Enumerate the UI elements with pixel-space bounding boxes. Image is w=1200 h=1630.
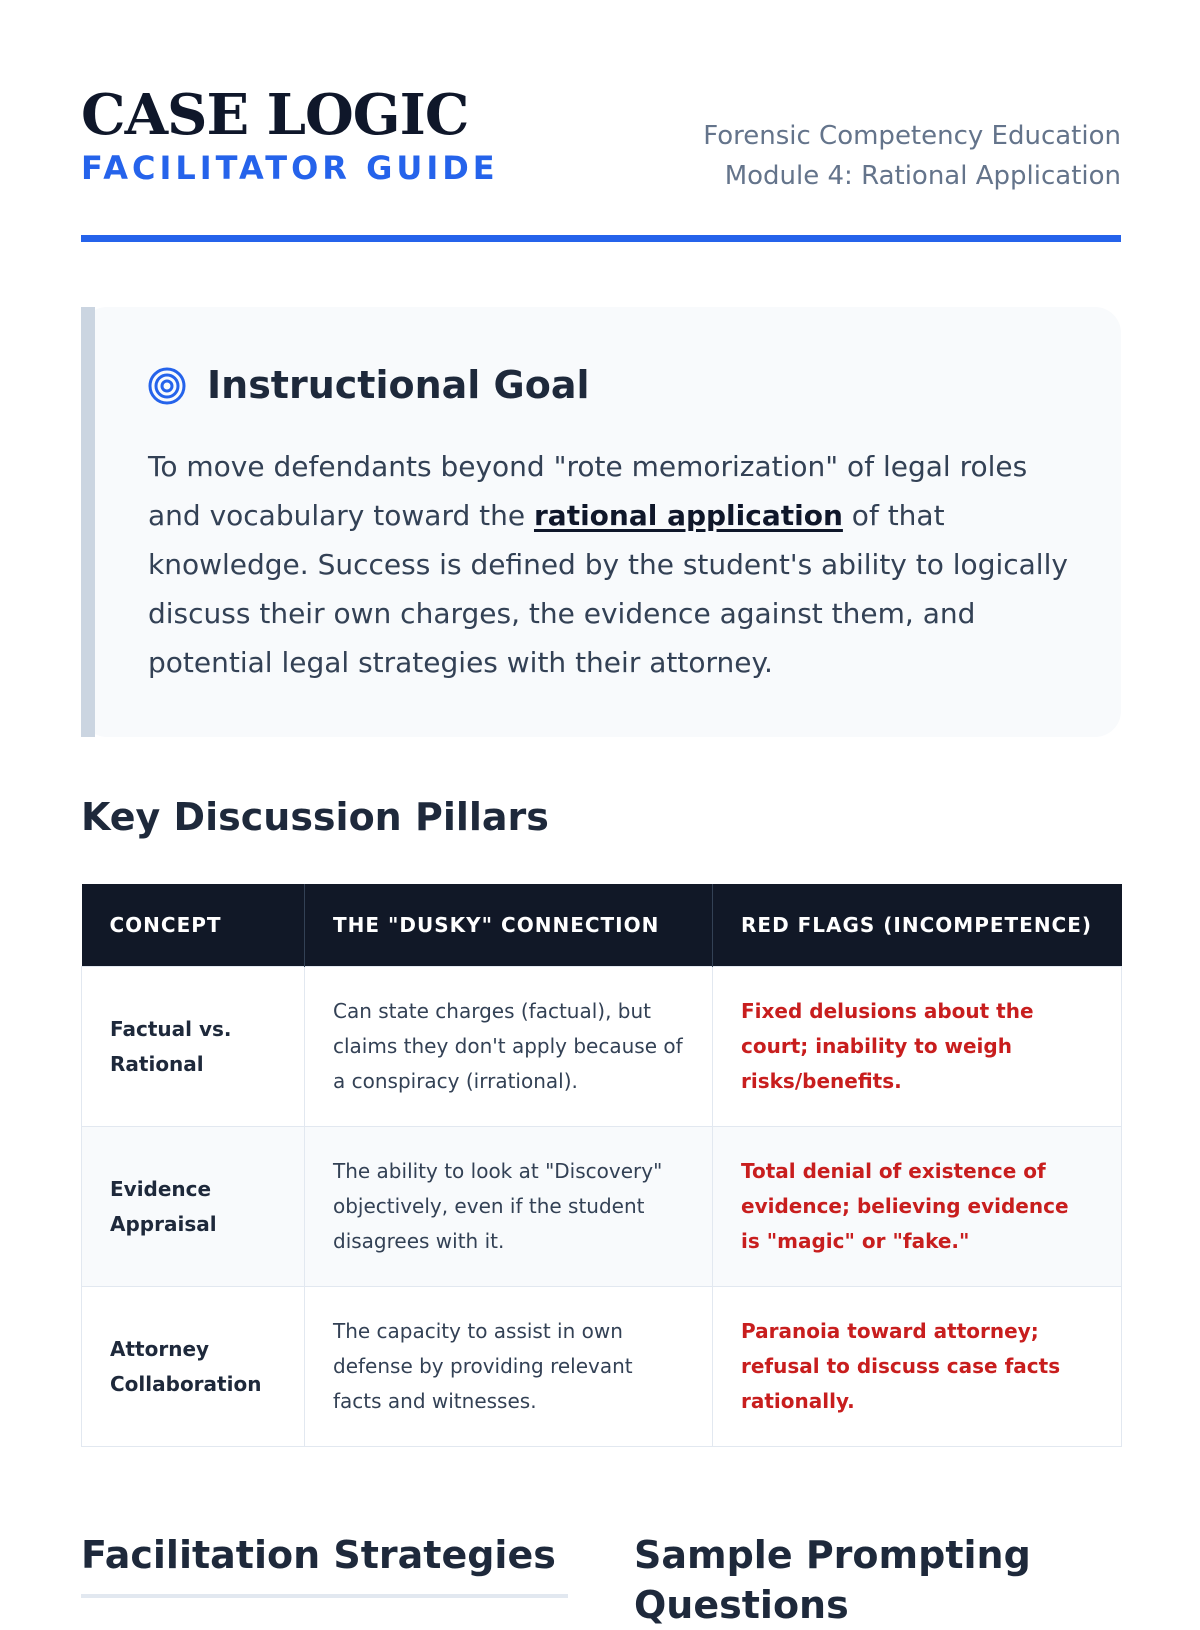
dusky-cell: The capacity to assist in own defense by providing relevant facts and witnesses. bbox=[305, 1287, 713, 1447]
dusky-cell: The ability to look at "Discovery" objectively, even if the student disagrees with it. bbox=[305, 1127, 713, 1287]
guide-header bbox=[81, 82, 1121, 242]
goal-text-emphasis: rational application bbox=[533, 499, 843, 532]
column-header-concept: CONCEPT bbox=[82, 884, 305, 967]
program-name: Forensic Competency Education bbox=[703, 121, 1121, 151]
red-flags-cell: Fixed delusions about the court; inability to weigh risks/benefits. bbox=[713, 967, 1122, 1127]
pillars-heading: Key Discussion Pillars bbox=[81, 795, 549, 839]
pillars-table bbox=[81, 884, 1122, 1447]
sample-prompting-heading-text: Sample Prompting Questions bbox=[634, 1533, 1031, 1627]
column-header-red-flags: RED FLAGS (INCOMPETENCE) bbox=[713, 884, 1122, 967]
dusky-cell: Can state charges (factual), but claims they don't apply because of a conspiracy (irrational). bbox=[305, 967, 713, 1127]
table-header-row bbox=[82, 884, 1122, 967]
guide-title: CASE LOGIC bbox=[81, 82, 469, 148]
table-row bbox=[82, 1127, 1122, 1287]
sample-prompting-heading bbox=[634, 1530, 1054, 1630]
goal-text bbox=[148, 442, 1068, 687]
instructional-goal-card bbox=[81, 307, 1121, 737]
header-meta bbox=[703, 116, 1121, 196]
red-flags-cell: Paranoia toward attorney; refusal to discuss case facts rationally. bbox=[713, 1287, 1122, 1447]
concept-cell: Evidence Appraisal bbox=[82, 1127, 305, 1287]
header-divider bbox=[81, 235, 1121, 242]
goal-text-after: of that knowledge. Success is defined by the student's ability to logically discuss their own charges, the evidence against them, and potential legal strategies with their attorney. bbox=[148, 499, 1068, 679]
table-row bbox=[82, 1287, 1122, 1447]
facilitation-strategies-heading: Facilitation Strategies bbox=[81, 1533, 556, 1577]
concept-cell: Factual vs. Rational bbox=[82, 967, 305, 1127]
goal-heading: Instructional Goal bbox=[207, 363, 590, 407]
strategies-divider bbox=[81, 1594, 568, 1598]
concept-cell: Attorney Collaboration bbox=[82, 1287, 305, 1447]
column-header-dusky: THE "DUSKY" CONNECTION bbox=[305, 884, 713, 967]
goal-text-before: To move defendants beyond "rote memorization" of legal roles and vocabulary toward the bbox=[148, 450, 1028, 532]
target-icon bbox=[148, 367, 186, 405]
module-name: Module 4: Rational Application bbox=[724, 161, 1121, 191]
table-row bbox=[82, 967, 1122, 1127]
guide-subtitle: FACILITATOR GUIDE bbox=[81, 149, 499, 187]
red-flags-cell: Total denial of existence of evidence; believing evidence is "magic" or "fake." bbox=[713, 1127, 1122, 1287]
